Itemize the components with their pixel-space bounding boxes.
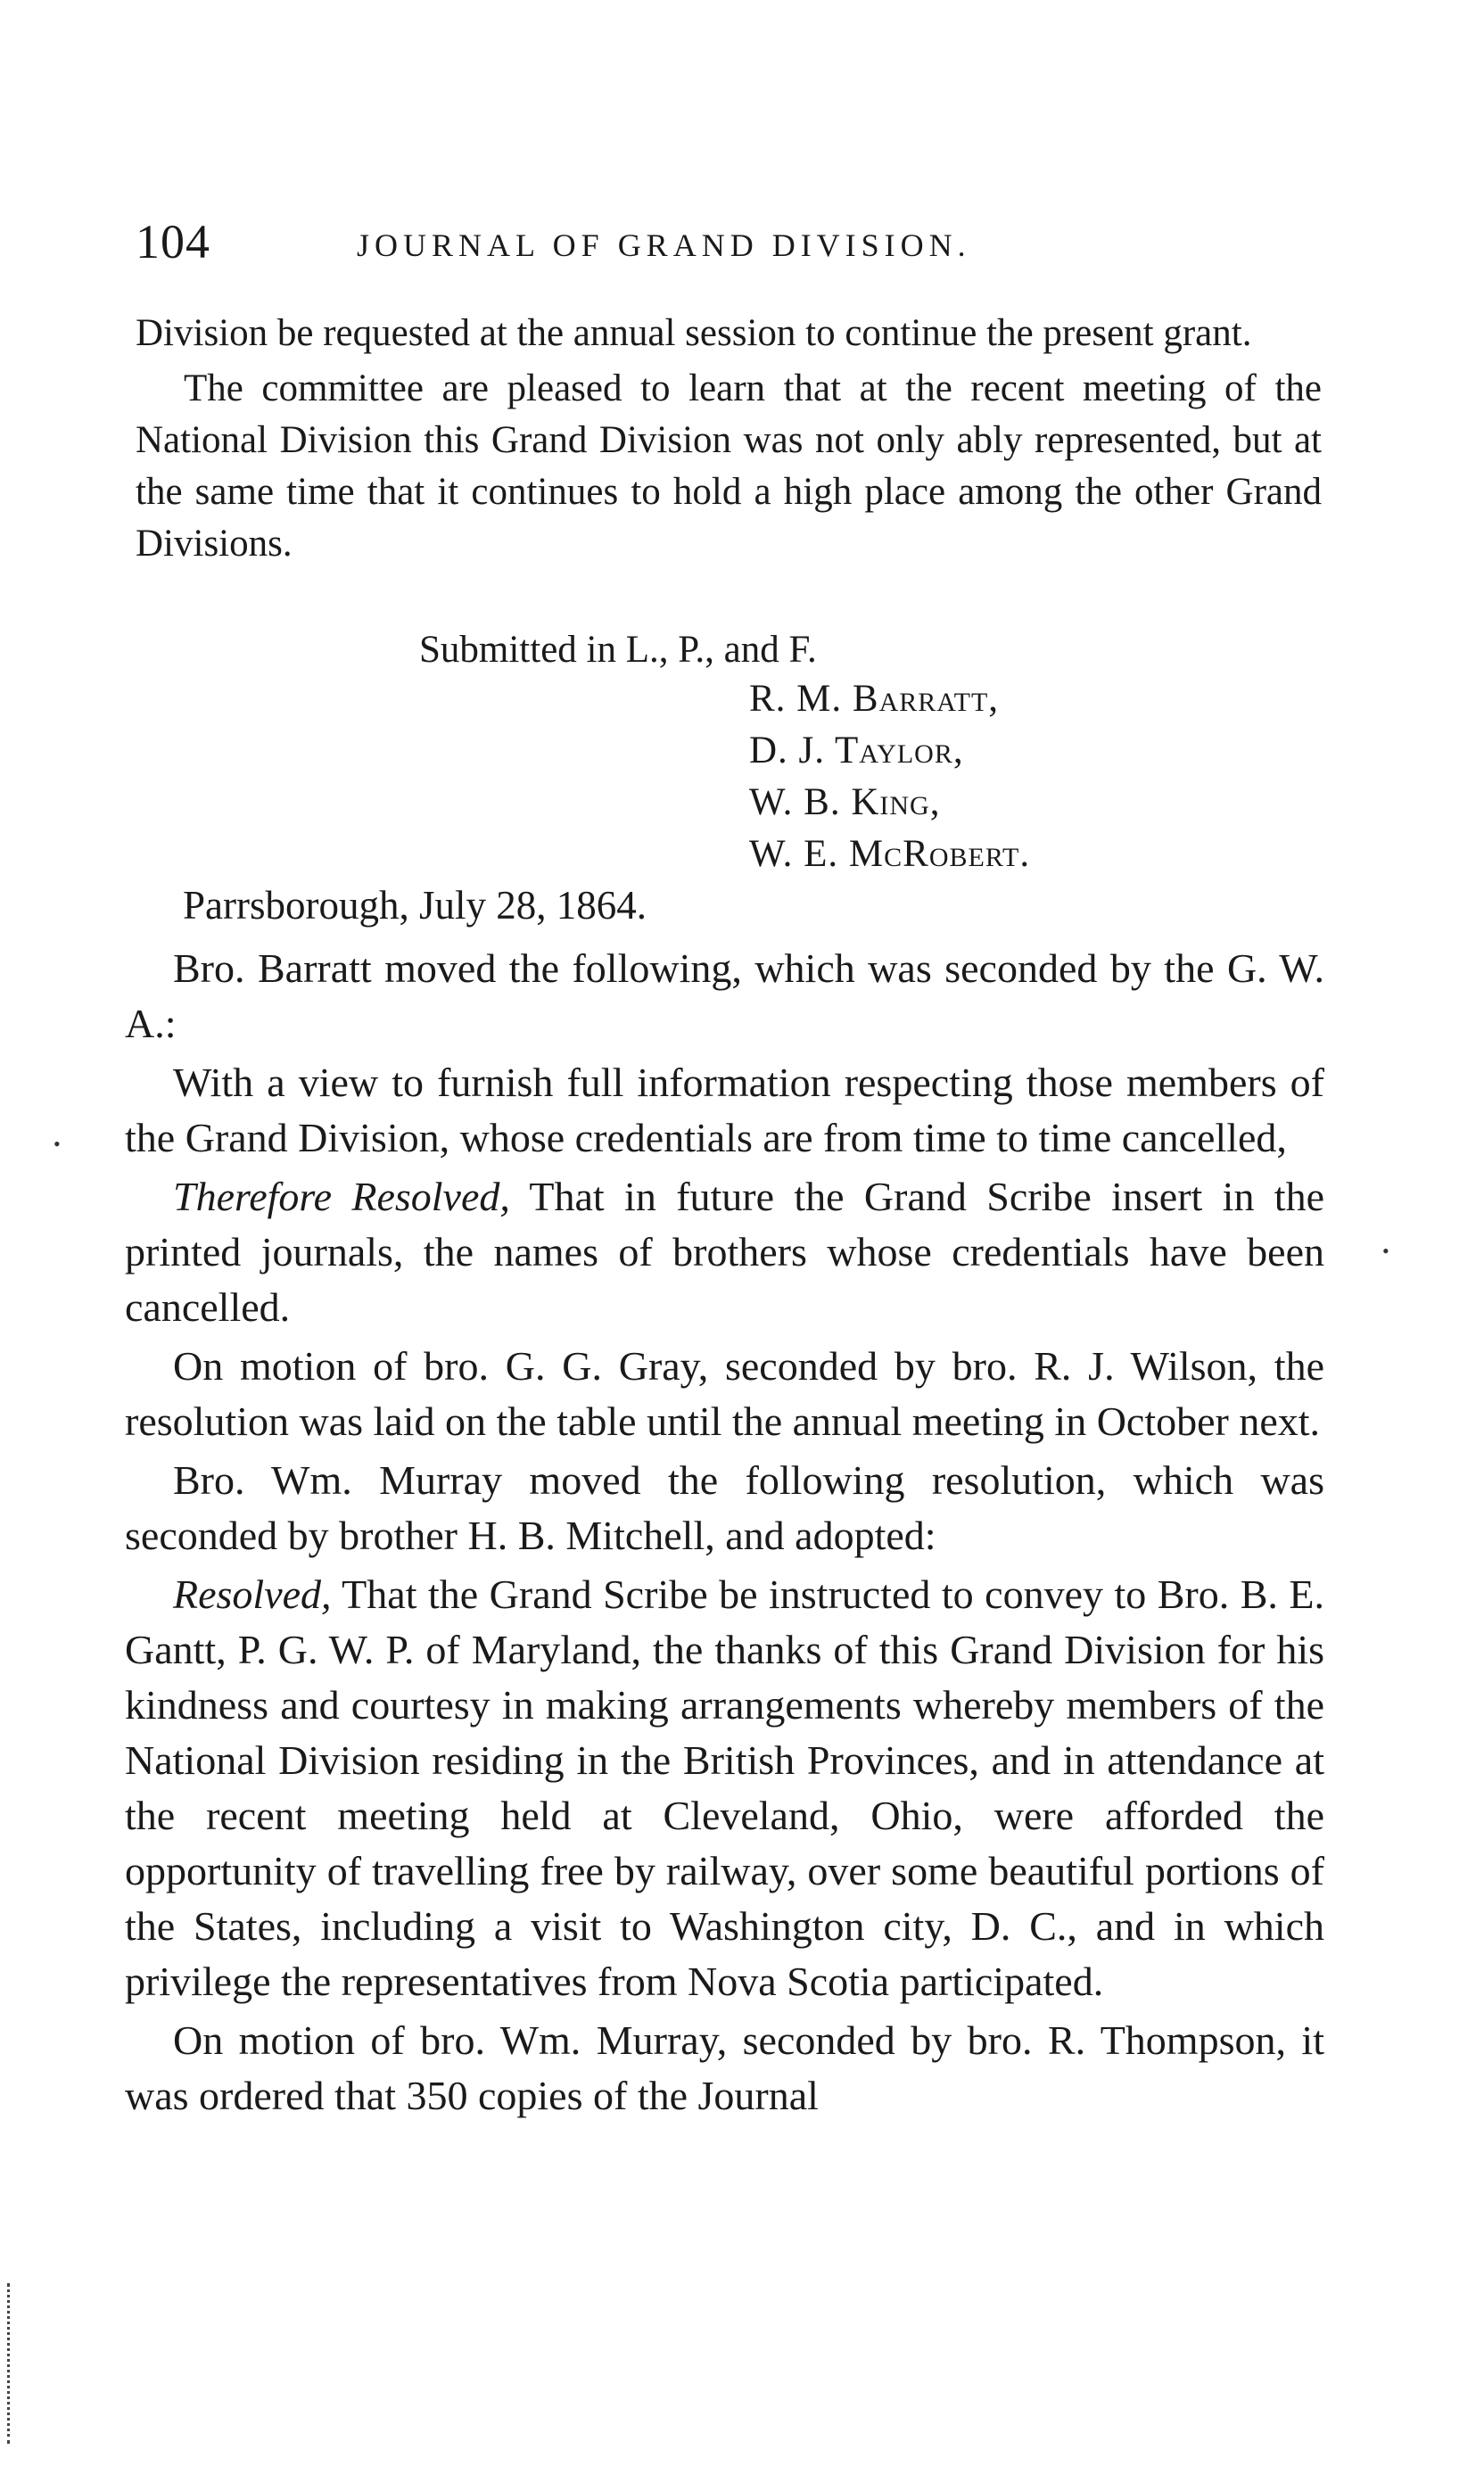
paragraph-resolved-gantt xyxy=(125,1567,1324,2009)
margin-mark: • xyxy=(54,1133,61,1155)
running-head: JOURNAL OF GRAND DIVISION. xyxy=(357,227,971,263)
dateline: Parrsborough, July 28, 1864. xyxy=(183,883,647,928)
paragraph-barratt-moved: Bro. Barratt moved the following, which was seconded by the G. W. A.: xyxy=(125,945,1324,1046)
paragraph-murray-moved: Bro. Wm. Murray moved the following resolution, which was seconded by brother H. B. Mitchell, and adopted: xyxy=(125,1457,1324,1558)
paragraph-committee-pleased: The committee are pleased to learn that at the recent meeting of the National Division this Grand Division was not only ably represented, but at the same time that it continues to hold a high place among the other Grand Divisions. xyxy=(136,367,1322,565)
signatory: R. M. Barratt, xyxy=(749,678,1000,720)
paragraph-continued: Division be requested at the annual session to continue the present grant. xyxy=(136,312,1252,354)
page-number: 104 xyxy=(136,215,210,268)
resolution-lead: Resolved, xyxy=(173,1571,332,1617)
signatory: W. B. King, xyxy=(749,781,941,823)
resolution-body: That the Grand Scribe be instructed to convey to Bro. B. E. Gantt, P. G. W. P. of Maryland, the thanks of this Grand Division for his kindness and courtesy in making arrangements whereby members of the National Division residing in the British Provinces, and in attendance at the recent meeting held at Cleveland, Ohio, were afforded the opportunity of travelling free by railway, over some beautiful portions of the States, including a visit to Washington city, D. C., and in which privilege the representatives from Nova Scotia participated. xyxy=(125,1571,1324,2004)
submitted-line: Submitted in L., P., and F. xyxy=(419,629,817,671)
proceedings-text xyxy=(125,941,1324,2127)
margin-mark: • xyxy=(1382,1240,1389,1262)
signatory: W. E. McRobert. xyxy=(749,833,1031,875)
paragraph-with-a-view: With a view to furnish full information respecting those members of the Grand Division, whose credentials are from time to time cancelled, xyxy=(125,1060,1324,1160)
paragraph-therefore-resolved xyxy=(125,1169,1324,1335)
page-header xyxy=(136,214,1322,276)
paragraph-motion-murray: On motion of bro. Wm. Murray, seconded by bro. R. Thompson, it was ordered that 350 copies of the Journal xyxy=(125,2017,1324,2118)
margin-dots xyxy=(7,2283,13,2444)
committee-report-text xyxy=(136,308,1322,573)
resolution-body: That in future the Grand Scribe insert in the printed journals, the names of brothers whose credentials have been cancelled. xyxy=(125,1174,1324,1330)
signatory-list xyxy=(749,673,1030,880)
paragraph-motion-gray: On motion of bro. G. G. Gray, seconded by bro. R. J. Wilson, the resolution was laid on the table until the annual meeting in October next. xyxy=(125,1343,1324,1444)
signatory: D. J. Taylor, xyxy=(749,730,964,771)
resolution-lead: Therefore Resolved, xyxy=(173,1174,510,1219)
